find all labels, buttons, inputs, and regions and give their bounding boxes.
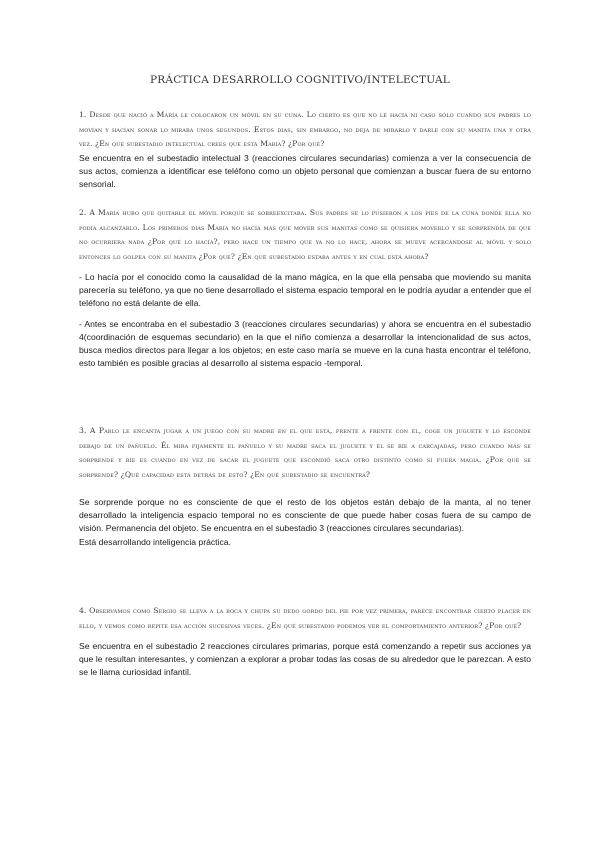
question-1: 1. Desde que nació a María le colocaron un móvil en su cuna. Lo cierto es que no le hacía ni caso sólo cuando sus padres lo movían y hacían sonar lo miraba unos segundos. Estos días, sin embargo, no deja de mirarlo y darle con su manita una y otra vez. ¿En qué subestadio intelectual crees que está María? ¿Por qué? <box>79 110 531 148</box>
question-2: 2. A María hubo que quitarle el móvil porque se sobreexcitaba. Sus padres se lo pusieron a los pies de la cuna donde ella no podía alcanzarlo. Los primeros días María no hacía más que mover sus manitas como se quisiera moverlo y se sorprendía de que no ocurriera nada ¿Por qué lo hacía?, pero hace un tiempo que ya no lo hace, ahora se mueve acercándose al móvil y solo entonces lo golpea con su manita ¿Por qué? ¿En qué subestadio estaba antes y en cual está ahora? <box>79 208 531 261</box>
answer-3-paragraph-2: Está desarrollando inteligencia práctica. <box>79 536 231 547</box>
question-3: 3. A Pablo le encanta jugar a un juego con su madre en el que está, frente a frente con él, coge un juguete y lo esconde debajo de un pañuelo. Él mira fijamente el pañuelo y su madre saca el juguete y él se ríe a carcajadas, pero cuando más se sorprende y ríe es cuando en vez de sacar el juguete que escondió saca otro distinto como si fuera magia. ¿Por qué se sorprende? ¿Qué capacidad está detrás de esto? ¿En qué subestadio se encuentra? <box>79 426 531 479</box>
answer-3-paragraph-1: Se sorprende porque no es consciente de que el resto de los objetos están debajo de la manta, al no tener desarrollado la inteligencia espacio temporal no es consciente de que puede haber cosas fuera de su campo de visión. Permanencia del objeto. Se encuentra en el subestadio 3 (reacciones circulares secundarias). <box>79 497 531 534</box>
answer-2-paragraph-1: - Lo hacía por el conocido como la causalidad de la mano mágica, en la que ella pensaba que moviendo su manita parecería su teléfono, ya que no tiene desarrollado el sistema espacio temporal en le podría ayudar a entender que el teléfono no está delante de ella. <box>79 272 531 309</box>
section-2 <box>79 206 531 370</box>
section-3 <box>79 424 531 549</box>
section-4 <box>79 604 531 680</box>
document-title: PRÁCTICA DESARROLLO COGNITIVO/INTELECTUAL <box>150 74 450 86</box>
answer-4-paragraph-1: Se encuentra en el subestadio 2 reacciones circulares primarias, porque está comenzando a repetir sus acciones ya que le resultan interesantes, y comienzan a explorar a probar todas las cosas de su alrededor que le parezcan. A esto se le llama curiosidad infantil. <box>79 641 531 678</box>
section-1 <box>79 108 531 191</box>
answer-2-paragraph-2: - Antes se encontraba en el subestadio 3 (reacciones circulares secundarias) y ahora se encuentra en el subestadio 4(coordinación de esquemas secundario) en la que el niño comienza a desarrollar la intencionalidad de sus actos, busca medios directos para llegar a los objetos; en este caso maría se mueve en la cuna hasta encontrar el teléfono, esto también es posible gracias al desarrollo al sistema espacio -temporal. <box>79 318 531 369</box>
answer-1-paragraph-1: Se encuentra en el subestadio intelectual 3 (reacciones circulares secundarias) comienza a ver la consecuencia de sus actos, comienza a identificar ese teléfono como un objeto personal que comienzan a buscar fuera de su entorno sensorial. <box>79 152 531 189</box>
question-4: 4. Observamos como Sergio se lleva a la boca y chupa su dedo gordo del pie por vez primera, parece encontrar cierto placer en ello, y vemos como repite esa acción sucesivas veces. ¿En qué subestadio podemos ver el comportamiento anterior? ¿Por qué? <box>79 606 531 630</box>
